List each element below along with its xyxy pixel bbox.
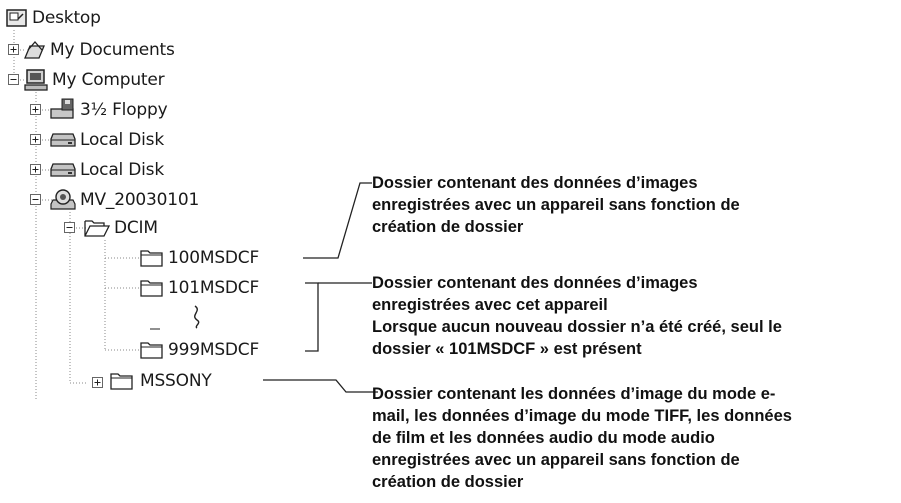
note-101msdcf: Dossier contenant des données d’images enregistrées avec cet appareil Lorsque aucun nouveau dossier n’a été créé, seul le dossier « 101MSDCF » est présent (372, 274, 782, 358)
folder-icon (140, 278, 164, 297)
note-100msdcf: Dossier contenant des données d’images enregistrées avec un appareil sans fonction de création de dossier (372, 174, 740, 236)
minus-expander-icon[interactable] (64, 222, 75, 233)
tree-item-volume[interactable]: MV_20030101 (80, 190, 200, 210)
tree-item-999msdcf[interactable]: 999MSDCF (168, 340, 260, 360)
my-documents-icon (24, 40, 46, 60)
plus-expander-icon[interactable] (30, 104, 41, 115)
folder-icon (140, 248, 164, 267)
computer-icon (24, 69, 48, 91)
tree-item-floppy[interactable]: 3½ Floppy (80, 100, 168, 120)
hard-disk-icon (50, 132, 76, 148)
tree-item-dcim[interactable]: DCIM (114, 218, 158, 238)
hard-disk-icon (50, 162, 76, 178)
tree-item-local-disk-1[interactable]: Local Disk (80, 130, 164, 150)
tree-item-101msdcf[interactable]: 101MSDCF (168, 278, 260, 298)
plus-expander-icon[interactable] (92, 377, 103, 388)
tree-item-100msdcf[interactable]: 100MSDCF (168, 248, 260, 268)
plus-expander-icon[interactable] (8, 44, 19, 55)
tree-item-my-documents[interactable]: My Documents (50, 40, 175, 60)
plus-expander-icon[interactable] (30, 134, 41, 145)
tree-item-desktop[interactable]: Desktop (32, 8, 101, 28)
desktop-icon (6, 8, 28, 28)
folder-open-icon (84, 218, 110, 238)
minus-expander-icon[interactable] (30, 194, 41, 205)
folder-icon (110, 371, 134, 390)
plus-expander-icon[interactable] (30, 164, 41, 175)
omission-mark-icon (190, 304, 204, 330)
folder-icon (140, 340, 164, 359)
minus-expander-icon[interactable] (8, 74, 19, 85)
tree-item-mssony[interactable]: MSSONY (140, 371, 212, 391)
tree-item-my-computer[interactable]: My Computer (52, 70, 165, 90)
note-mssony: Dossier contenant les données d’image du mode e- mail, les données d’image du mode TIFF, les données de film et les données audio du mode audio enregistrées avec un appareil sans fonction de création de dossier (372, 385, 792, 491)
floppy-drive-icon (50, 98, 76, 120)
tree-item-local-disk-2[interactable]: Local Disk (80, 160, 164, 180)
memory-stick-drive-icon (50, 188, 76, 210)
